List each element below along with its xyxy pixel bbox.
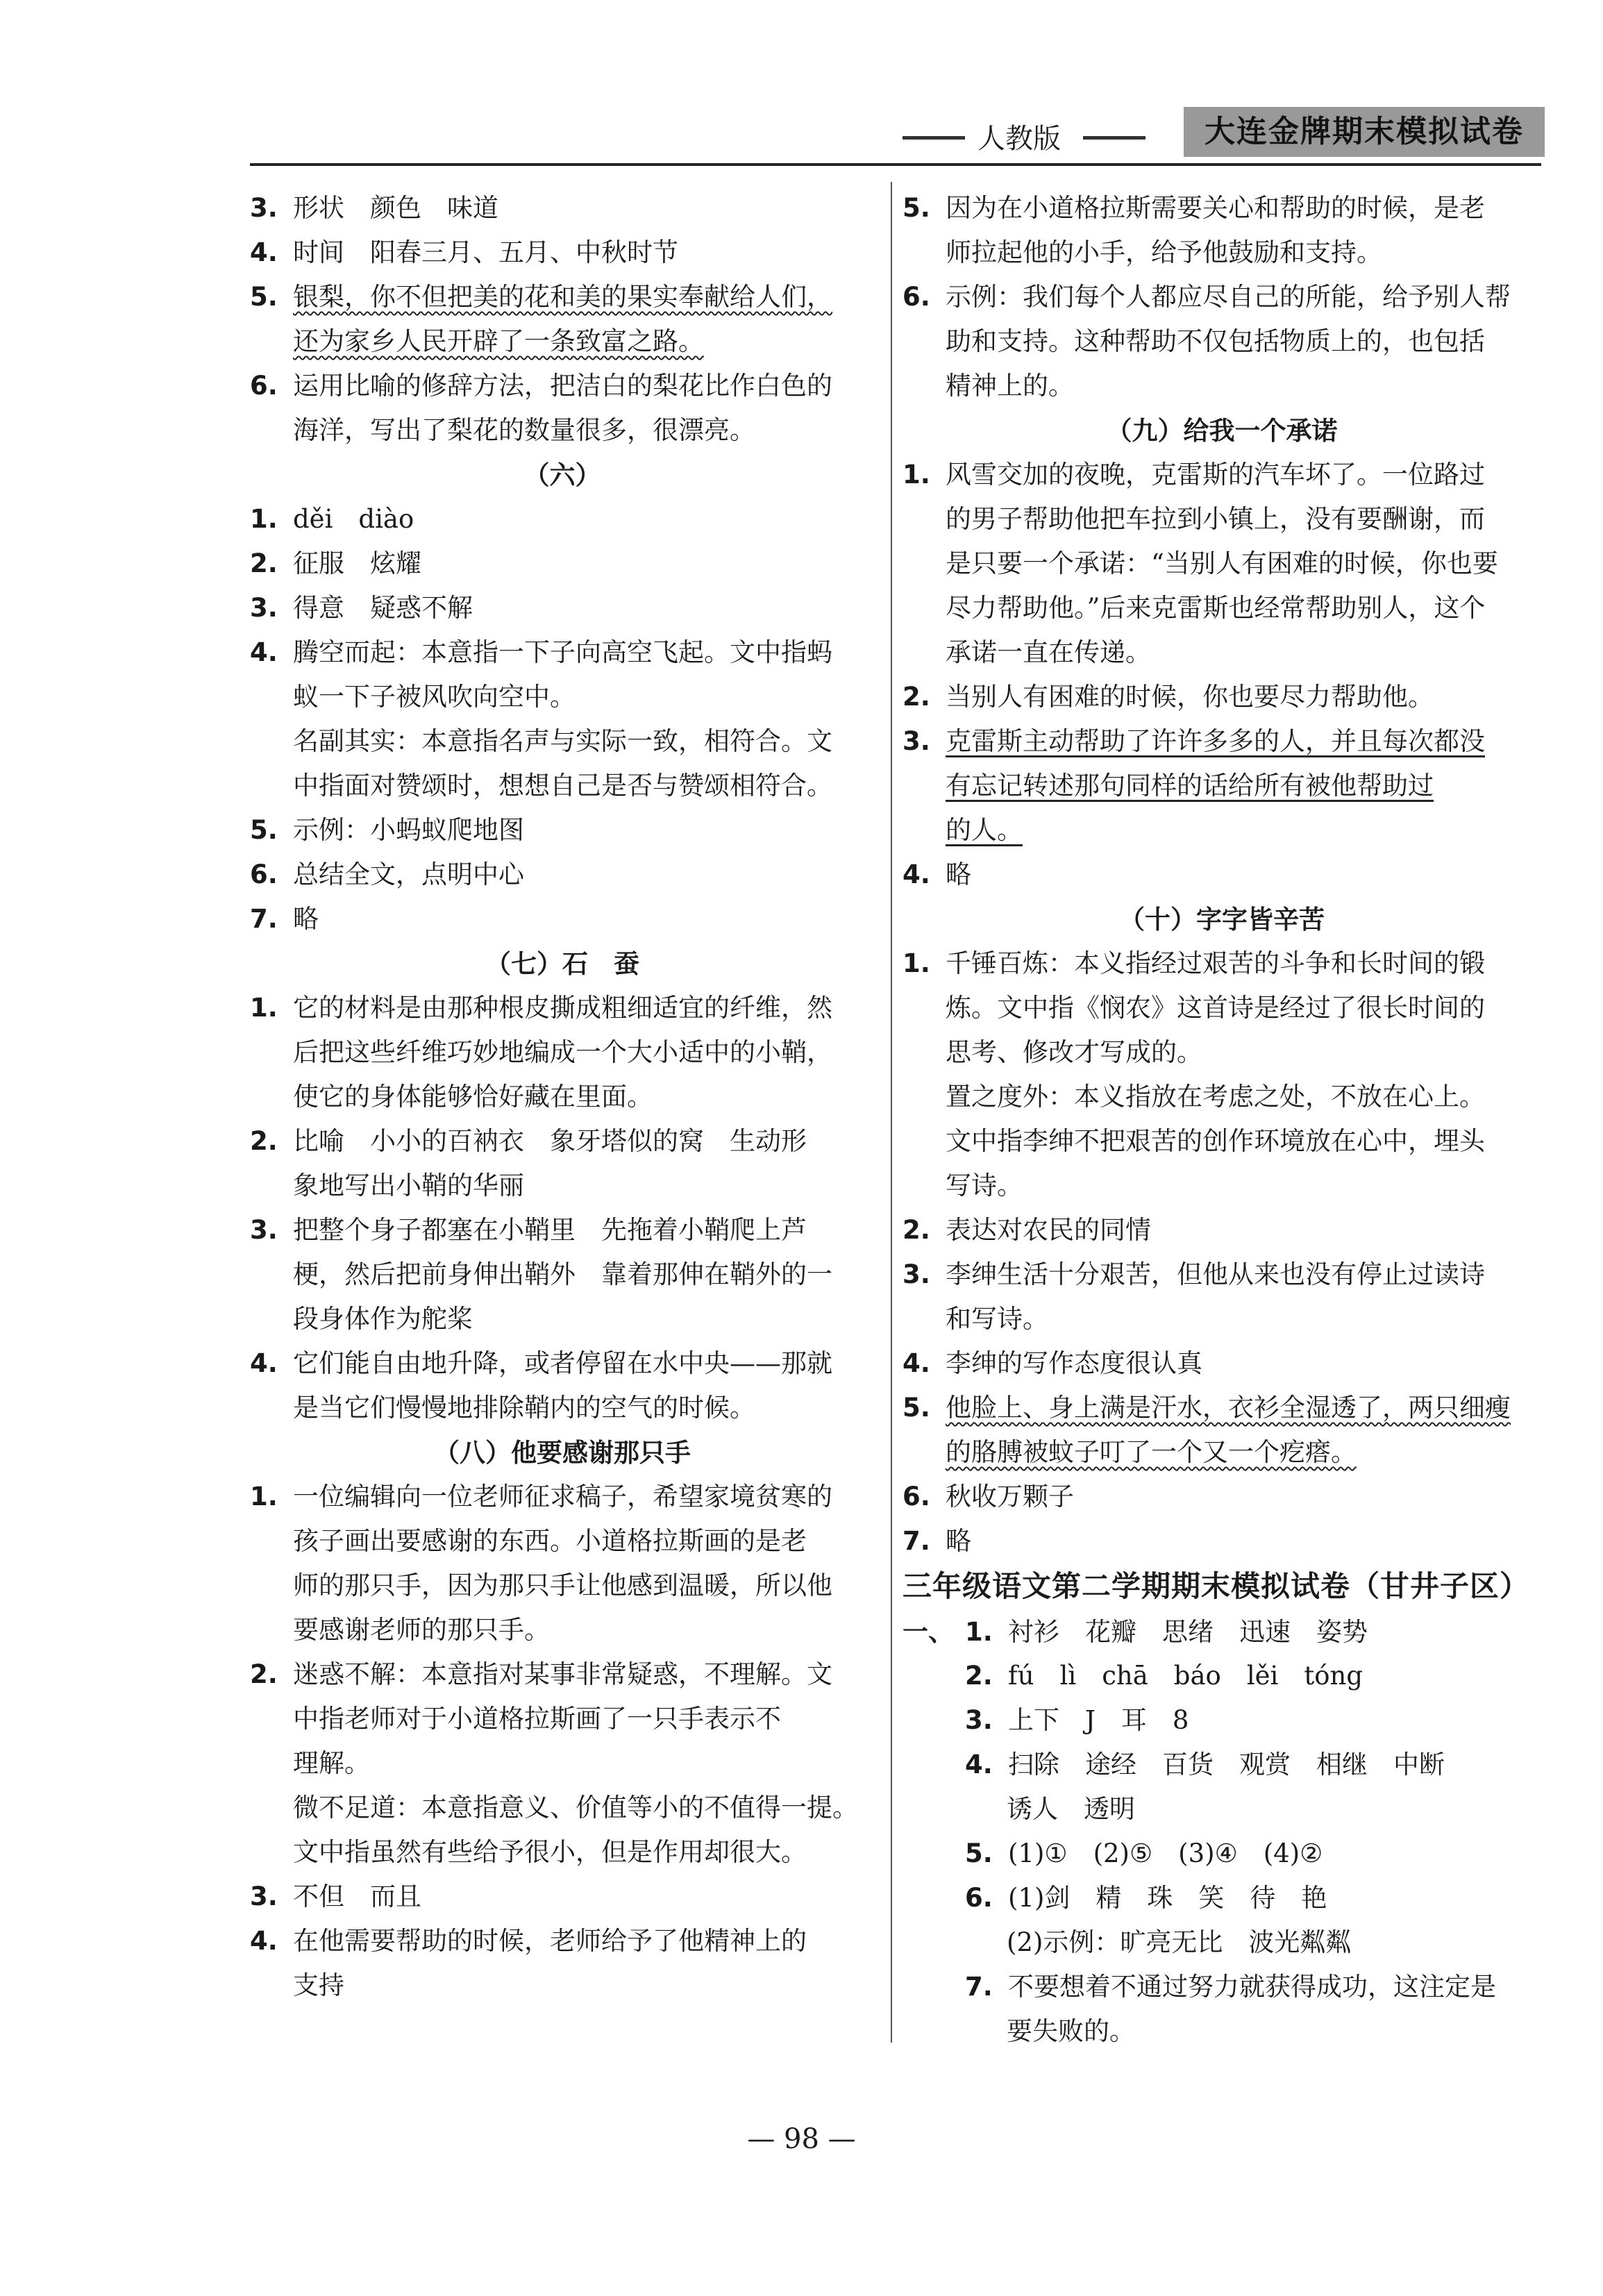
item-number: 6. [250, 860, 278, 889]
answer-line [903, 2009, 1541, 2054]
item-number: 3. [250, 193, 278, 223]
header-dash-right [1083, 136, 1145, 140]
answer-text: 孩子画出要感谢的东西。小道格拉斯画的是老 [293, 1526, 807, 1556]
answer-line [903, 941, 1541, 986]
answer-text: 的男子帮助他把车拉到小镇上，没有要酬谢，而 [946, 504, 1485, 534]
item-number: 4. [903, 860, 930, 889]
item-number: 4. [903, 1348, 930, 1378]
answer-line [903, 1519, 1541, 1564]
header-series-title: 大连金牌期末模拟试卷 [1184, 107, 1545, 157]
item-number: 4. [250, 637, 278, 667]
answer-text: 时间 阳春三月、五月、中秋时节 [293, 237, 678, 267]
answer-line [250, 1519, 875, 1564]
section-heading: （九）给我一个承诺 [1106, 415, 1338, 446]
answer-text: 微不足道：本意指意义、价值等小的不值得一提。 [293, 1793, 858, 1822]
item-number: 6. [250, 371, 278, 401]
answer-line [250, 1297, 875, 1341]
item-number: 2. [250, 548, 278, 578]
answer-line [903, 319, 1541, 364]
answer-line [250, 408, 875, 453]
header-dash-left [903, 136, 965, 140]
item-number: 3. [250, 1882, 278, 1911]
item-number: 7. [903, 1526, 930, 1556]
answer-text: 他脸上、身上满是汗水，衣衫全湿透了，两只细瘦 [946, 1393, 1511, 1423]
answer-text: 是当它们慢慢地排除鞘内的空气的时候。 [293, 1393, 755, 1423]
answer-text: fú lì chā báo lěi tóng [1008, 1661, 1363, 1691]
answer-line [903, 1787, 1541, 1832]
answer-text: 不但 而且 [293, 1882, 421, 1911]
header-edition: 人教版 [977, 123, 1061, 155]
answer-line [250, 986, 875, 1030]
answer-text: 和写诗。 [946, 1304, 1048, 1334]
answer-line [903, 1386, 1541, 1430]
answer-text: 略 [946, 1526, 971, 1556]
section-heading: （六） [523, 460, 601, 490]
answer-line [903, 764, 1541, 808]
answer-text: 李绅的写作态度很认真 [946, 1348, 1202, 1378]
left-column [250, 186, 875, 2008]
answer-line [903, 1965, 1541, 2009]
answer-line [250, 1075, 875, 1119]
answer-line [250, 1252, 875, 1297]
answer-line [903, 1743, 1541, 1787]
answer-line [250, 1030, 875, 1075]
answer-line [250, 186, 875, 231]
answer-line [903, 1609, 1541, 1654]
answer-text: 精神上的。 [946, 371, 1074, 401]
answer-line [250, 275, 875, 319]
answer-text: 一位编辑向一位老师征求稿子，希望家境贫寒的 [293, 1482, 832, 1511]
page-number-value: 98 [784, 2123, 819, 2155]
answer-text: 梗，然后把前身伸出鞘外 靠着那伸在鞘外的一 [293, 1259, 832, 1289]
section-heading: （八）他要感谢那只手 [434, 1437, 691, 1468]
answer-line [250, 853, 875, 897]
item-number: 7. [250, 904, 278, 934]
item-number: 6. [903, 1482, 930, 1511]
answer-text: 文中指李绅不把艰苦的创作环境放在心中，埋头 [946, 1126, 1485, 1156]
answer-line [250, 1786, 875, 1830]
answer-line [250, 1164, 875, 1208]
answer-line [250, 1208, 875, 1252]
answer-text: 表达对农民的同情 [946, 1215, 1151, 1245]
answer-line [903, 497, 1541, 542]
answer-text: 上下 J 耳 8 [1008, 1705, 1189, 1735]
answer-text: 助和支持。这种帮助不仅包括物质上的，也包括 [946, 326, 1485, 356]
answer-text: 名副其实：本意指名声与实际一致，相符合。文 [293, 726, 832, 756]
answer-line [250, 497, 875, 542]
header-rule [250, 163, 1541, 166]
column-divider [891, 182, 892, 2043]
item-number: 3. [250, 593, 278, 623]
answer-line [903, 1920, 1541, 1965]
answer-line [903, 1475, 1541, 1519]
answer-line [250, 1741, 875, 1786]
answer-text: (1)① (2)⑤ (3)④ (4)② [1008, 1838, 1323, 1868]
item-number: 3. [250, 1215, 278, 1245]
answer-text: 得意 疑惑不解 [293, 593, 473, 623]
answer-line [250, 764, 875, 808]
answer-text: 它们能自由地升降，或者停留在水中央——那就 [293, 1348, 832, 1378]
answer-text: 运用比喻的修辞方法，把洁白的梨花比作白色的 [293, 371, 832, 401]
answer-text: 示例：小蚂蚁爬地图 [293, 815, 524, 845]
answer-line [903, 1075, 1541, 1119]
answer-text: 衬衫 花瓣 思绪 迅速 姿势 [1008, 1617, 1368, 1647]
answer-text: 中指老师对于小道格拉斯画了一只手表示不 [293, 1704, 781, 1734]
answer-text: 的人。 [946, 815, 1023, 845]
answer-line [250, 897, 875, 941]
answer-text: 迷惑不解：本意指对某事非常疑惑，不理解。文 [293, 1659, 832, 1689]
item-number: 2. [965, 1661, 993, 1691]
answer-line [903, 719, 1541, 764]
answer-line [250, 1608, 875, 1652]
answer-text: 置之度外：本义指放在考虑之处，不放在心上。 [946, 1082, 1485, 1112]
answer-line [250, 542, 875, 586]
answer-line [250, 719, 875, 764]
answer-text: 示例：我们每个人都应尽自己的所能，给予别人帮 [946, 282, 1511, 312]
answer-text: 后把这些纤维巧妙地编成一个大小适中的小鞘， [293, 1037, 832, 1067]
answer-text: 是只要一个承诺：“当别人有困难的时候，你也要 [946, 548, 1498, 578]
answer-text: 思考、修改才写成的。 [946, 1037, 1202, 1067]
item-number: 2. [250, 1126, 278, 1156]
item-number: 7. [965, 1972, 993, 2002]
answer-text: 把整个身子都塞在小鞘里 先拖着小鞘爬上芦 [293, 1215, 807, 1245]
answer-line [250, 1564, 875, 1608]
answer-text: 千锤百炼：本义指经过艰苦的斗争和长时间的锻 [946, 948, 1485, 978]
answer-text: 略 [293, 904, 319, 934]
item-number: 5. [250, 282, 278, 312]
answer-line [903, 1208, 1541, 1252]
item-number: 2. [250, 1659, 278, 1689]
item-number: 3. [903, 726, 930, 756]
answer-line [903, 1252, 1541, 1297]
item-number: 1. [965, 1617, 993, 1647]
answer-text: 师的那只手，因为那只手让他感到温暖，所以他 [293, 1570, 832, 1600]
item-number: 4. [250, 237, 278, 267]
answer-text: 克雷斯主动帮助了许许多多的人，并且每次都没 [946, 726, 1485, 756]
answer-text: (1)剑 精 珠 笑 待 艳 [1008, 1883, 1327, 1913]
item-number: 2. [903, 1215, 930, 1245]
answer-line [903, 1430, 1541, 1475]
answer-text: 要失败的。 [1007, 2016, 1135, 2046]
answer-text: 腾空而起：本意指一下子向高空飞起。文中指蚂 [293, 637, 832, 667]
answer-line [903, 1119, 1541, 1164]
answer-line [903, 364, 1541, 408]
answer-text: 扫除 途经 百货 观赏 相继 中断 [1008, 1750, 1445, 1779]
answer-text: 理解。 [293, 1748, 370, 1778]
answer-text: 征服 炫耀 [293, 548, 421, 578]
answer-line [250, 319, 875, 364]
answer-line [903, 453, 1541, 497]
answer-text: 要感谢老师的那只手。 [293, 1615, 550, 1645]
answer-line [250, 1875, 875, 1919]
answer-text: 师拉起他的小手，给予他鼓励和支持。 [946, 237, 1382, 267]
answer-line [903, 586, 1541, 630]
section-heading: （七）石 蚕 [485, 948, 639, 979]
answer-line [250, 1652, 875, 1697]
item-number: 2. [903, 682, 930, 712]
answer-text: 海洋，写出了梨花的数量很多，很漂亮。 [293, 415, 755, 445]
answer-line [903, 186, 1541, 231]
answer-text: 蚁一下子被风吹向空中。 [293, 682, 576, 712]
item-number: 5. [903, 1393, 930, 1423]
answer-text: (2)示例：旷亮无比 波光粼粼 [1007, 1927, 1352, 1957]
answer-line [903, 1030, 1541, 1075]
item-number: 3. [965, 1705, 993, 1735]
answer-line [903, 231, 1541, 275]
answer-text: 在他需要帮助的时候，老师给予了他精神上的 [293, 1926, 807, 1956]
answer-text: 当别人有困难的时候，你也要尽力帮助他。 [946, 682, 1434, 712]
answer-line [903, 1297, 1541, 1341]
item-number: 1. [250, 504, 278, 534]
answer-text: 承诺一直在传递。 [946, 637, 1151, 667]
item-number: 5. [250, 815, 278, 845]
answer-line [903, 1698, 1541, 1743]
answer-line [250, 364, 875, 408]
answer-text: 略 [946, 860, 971, 889]
item-number: 4. [250, 1348, 278, 1378]
answer-line [903, 275, 1541, 319]
item-number: 1. [903, 460, 930, 489]
exam-title: 三年级语文第二学期期末模拟试卷（甘井子区） [903, 1569, 1530, 1603]
answer-line [250, 1119, 875, 1164]
answer-text: 尽力帮助他。”后来克雷斯也经常帮助别人，这个 [946, 593, 1486, 623]
answer-text: 不要想着不通过努力就获得成功，这注定是 [1008, 1972, 1496, 2002]
answer-text: 李绅生活十分艰苦，但他从来也没有停止过读诗 [946, 1259, 1485, 1289]
item-number: 4. [965, 1750, 993, 1779]
answer-line [903, 1164, 1541, 1208]
right-column [903, 186, 1541, 2054]
answer-line [250, 1475, 875, 1519]
item-number: 1. [250, 993, 278, 1023]
answer-text: 象地写出小鞘的华丽 [293, 1171, 524, 1200]
answer-line [250, 231, 875, 275]
answer-line [250, 586, 875, 630]
answer-text: 中指面对赞颂时，想想自己是否与赞颂相符合。 [293, 771, 832, 801]
answer-text: 比喻 小小的百衲衣 象牙塔似的窝 生动形 [293, 1126, 807, 1156]
answer-line [250, 1963, 875, 2008]
answer-line [903, 1654, 1541, 1698]
answer-line [903, 986, 1541, 1030]
answer-line [903, 1341, 1541, 1386]
item-number: 5. [903, 193, 930, 223]
page-number: — 98 — [747, 2123, 856, 2155]
answer-text: 使它的身体能够恰好藏在里面。 [293, 1082, 653, 1112]
answer-text: 段身体作为舵桨 [293, 1304, 473, 1334]
answer-text: 诱人 透明 [1007, 1794, 1135, 1824]
answer-text: 因为在小道格拉斯需要关心和帮助的时候，是老 [946, 193, 1485, 223]
answer-text: 文中指虽然有些给予很小，但是作用却很大。 [293, 1837, 807, 1867]
answer-line [250, 1830, 875, 1875]
answer-text: 支持 [293, 1970, 344, 2000]
answer-line [250, 1919, 875, 1963]
answer-text: 银梨，你不但把美的花和美的果实奉献给人们， [293, 282, 832, 312]
answer-line [903, 853, 1541, 897]
section-heading: （十）字字皆辛苦 [1119, 904, 1325, 935]
answer-line [250, 1341, 875, 1386]
answer-line [903, 808, 1541, 853]
answer-line [903, 542, 1541, 586]
answer-line [250, 1386, 875, 1430]
answer-line [250, 675, 875, 719]
answer-text: 炼。文中指《悯农》这首诗是经过了很长时间的 [946, 993, 1485, 1023]
answer-text: 秋收万颗子 [946, 1482, 1074, 1511]
answer-line [903, 675, 1541, 719]
answer-line [250, 630, 875, 675]
answer-text: 总结全文，点明中心 [293, 860, 524, 889]
item-number: 1. [250, 1482, 278, 1511]
answer-text: 它的材料是由那种根皮撕成粗细适宜的纤维，然 [293, 993, 832, 1023]
answer-line [250, 808, 875, 853]
answer-line [250, 1697, 875, 1741]
answer-text: 还为家乡人民开辟了一条致富之路。 [293, 326, 704, 356]
item-number: 6. [965, 1883, 993, 1913]
answer-text: 有忘记转述那句同样的话给所有被他帮助过 [946, 771, 1434, 801]
answer-text: 形状 颜色 味道 [293, 193, 498, 223]
answer-line [903, 630, 1541, 675]
item-number: 3. [903, 1259, 930, 1289]
item-number: 6. [903, 282, 930, 312]
answer-text: děi diào [293, 504, 414, 534]
part-prefix: 一、 [903, 1616, 954, 1647]
answer-line [903, 1876, 1541, 1920]
answer-text: 写诗。 [946, 1171, 1023, 1200]
item-number: 1. [903, 948, 930, 978]
item-number: 5. [965, 1838, 993, 1868]
answer-line [903, 1832, 1541, 1876]
answer-text: 的胳膊被蚊子叮了一个又一个疙瘩。 [946, 1437, 1357, 1467]
page-header [0, 104, 1603, 164]
answer-text: 风雪交加的夜晚，克雷斯的汽车坏了。一位路过 [946, 460, 1485, 489]
item-number: 4. [250, 1926, 278, 1956]
